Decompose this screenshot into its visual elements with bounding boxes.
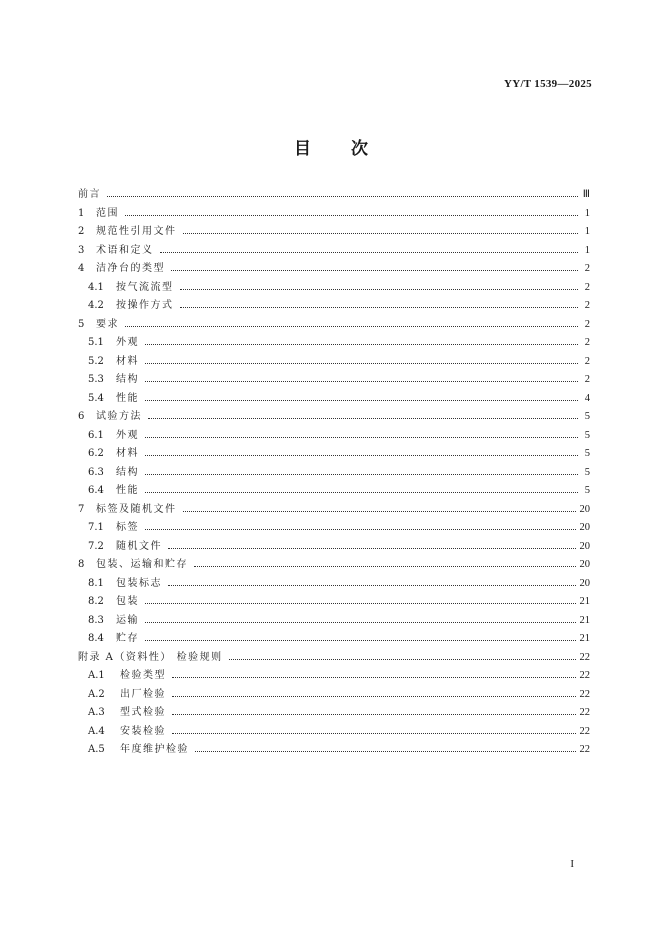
- standard-code: YY/T 1539—2025: [503, 78, 592, 90]
- toc-entry-title: 年度维护检验: [120, 744, 189, 755]
- toc-entry-title: 型式检验: [120, 707, 166, 718]
- toc-entry-title: 术语和定义: [96, 244, 154, 256]
- toc-entry-number: 7: [78, 503, 85, 515]
- toc-leader-dots: [180, 279, 579, 290]
- toc-entry-title: 包装标志: [116, 577, 162, 589]
- toc-entry-number: 8.2: [88, 596, 104, 607]
- toc-entry[interactable]: [78, 334, 590, 353]
- toc-entry-page: 22: [579, 744, 590, 755]
- toc-entry[interactable]: [78, 186, 590, 205]
- toc-leader-dots: [145, 445, 578, 456]
- toc-entry-number: 3: [78, 244, 85, 256]
- toc-entry-number: A.1: [88, 670, 105, 681]
- toc-entry-number: 8: [78, 559, 85, 570]
- toc-entry-page: 22: [579, 707, 590, 718]
- toc-entry-page: 20: [579, 559, 590, 570]
- toc-entry[interactable]: [78, 390, 590, 409]
- toc-entry[interactable]: [78, 205, 590, 224]
- toc-entry-number: 8.1: [88, 577, 104, 589]
- toc-entry-page: 21: [579, 596, 590, 607]
- toc-leader-dots: [125, 316, 578, 327]
- toc-leader-dots: [145, 427, 578, 438]
- toc-leader-dots: [160, 242, 579, 253]
- toc-entry[interactable]: [78, 445, 590, 464]
- toc-entry-title: 包装: [116, 596, 139, 607]
- toc-entry-number: A.4: [88, 725, 105, 737]
- toc-entry-title: 安装检验: [120, 725, 166, 737]
- toc-entry-number: A.5: [88, 744, 105, 755]
- toc-entry-number: A.2: [88, 688, 105, 700]
- toc-leader-dots: [183, 501, 576, 512]
- toc-entry-number: 5.1: [88, 337, 104, 348]
- toc-leader-dots: [145, 464, 578, 475]
- toc-entry-number: 6: [78, 411, 85, 422]
- toc-leader-dots: [145, 593, 576, 604]
- toc-leader-dots: [145, 630, 576, 641]
- toc-entry-page: 2: [584, 337, 590, 348]
- toc-leader-dots: [168, 575, 576, 586]
- toc-entry-title: 性能: [116, 392, 139, 404]
- toc-leader-dots: [168, 538, 576, 549]
- toc-leader-dots: [194, 556, 576, 567]
- toc-entry[interactable]: [78, 464, 590, 483]
- toc-leader-dots: [172, 704, 576, 715]
- toc-entry-title: 出厂检验: [120, 688, 166, 700]
- toc-entry-title: 随机文件: [116, 540, 162, 552]
- toc-entry[interactable]: [78, 353, 590, 372]
- toc-entry-page: 5: [584, 466, 590, 478]
- toc-entry-title: 范围: [96, 207, 119, 219]
- toc-entry-title: 洁净台的类型: [96, 263, 165, 274]
- toc-leader-dots: [107, 186, 578, 197]
- toc-entry[interactable]: [78, 482, 590, 501]
- toc-entry[interactable]: [78, 427, 590, 446]
- toc-entry-page: 20: [579, 540, 590, 552]
- toc-title-char-2: 次: [351, 139, 368, 159]
- toc-entry[interactable]: [78, 741, 590, 760]
- toc-entry-page: 2: [584, 300, 590, 311]
- toc-entry-title: 结构: [116, 374, 139, 385]
- page-number: I: [570, 858, 574, 870]
- toc-entry[interactable]: [78, 667, 590, 686]
- toc-entry-page: 1: [584, 226, 590, 237]
- toc-entry-page: 5: [584, 448, 590, 459]
- toc-entry-page: 22: [579, 651, 590, 663]
- toc-entry-title: 附录 A（资料性） 检验规则: [78, 651, 223, 663]
- toc-entry[interactable]: [78, 223, 590, 242]
- toc-entry-page: 1: [584, 207, 590, 219]
- toc-entry-number: 7.1: [88, 522, 104, 533]
- toc-entry-title: 按气流流型: [116, 281, 174, 293]
- toc-leader-dots: [145, 482, 578, 493]
- toc-entry-number: 2: [78, 226, 85, 237]
- toc-entry[interactable]: [78, 260, 590, 279]
- toc-entry-page: 2: [584, 263, 590, 274]
- toc-entry[interactable]: [78, 242, 590, 261]
- toc-entry-title: 检验类型: [120, 670, 166, 681]
- toc-entry-page: 5: [584, 429, 590, 441]
- toc-entry-title: 运输: [116, 614, 139, 626]
- toc-entry-number: 8.4: [88, 633, 104, 644]
- toc-entry-title: 结构: [116, 466, 139, 478]
- toc-entry-title: 材料: [116, 355, 139, 367]
- toc-entry-page: 21: [579, 614, 590, 626]
- toc-entry-title: 按操作方式: [116, 300, 174, 311]
- toc-leader-dots: [195, 741, 576, 752]
- toc-entry-page: 2: [584, 355, 590, 367]
- toc-entry-title: 试验方法: [96, 411, 142, 422]
- toc-entry-page: 22: [579, 670, 590, 681]
- toc-entry-number: 4: [78, 263, 85, 274]
- toc-entry[interactable]: [78, 575, 590, 594]
- toc-entry[interactable]: [78, 612, 590, 631]
- toc-entry[interactable]: [78, 279, 590, 298]
- toc-entry-page: 22: [579, 688, 590, 700]
- toc-title: [0, 134, 662, 159]
- toc-entry[interactable]: [78, 630, 590, 649]
- table-of-contents: [78, 186, 590, 760]
- toc-entry-page: 4: [584, 392, 590, 404]
- toc-leader-dots: [145, 612, 576, 623]
- toc-entry-number: 4.2: [88, 300, 104, 311]
- toc-entry-title: 标签及随机文件: [96, 503, 177, 515]
- toc-entry-page: 5: [584, 411, 590, 422]
- toc-entry[interactable]: [78, 297, 590, 316]
- toc-leader-dots: [145, 390, 578, 401]
- toc-entry-number: 6.1: [88, 429, 104, 441]
- toc-entry[interactable]: [78, 316, 590, 335]
- toc-entry-page: 2: [584, 281, 590, 293]
- toc-entry-title: 前言: [78, 189, 101, 200]
- toc-leader-dots: [183, 223, 579, 234]
- toc-entry-page: 21: [579, 633, 590, 644]
- toc-entry-number: 6.2: [88, 448, 104, 459]
- toc-entry[interactable]: [78, 556, 590, 575]
- toc-entry[interactable]: [78, 371, 590, 390]
- toc-entry[interactable]: [78, 408, 590, 427]
- toc-entry-title: 贮存: [116, 633, 139, 644]
- toc-leader-dots: [171, 260, 578, 271]
- toc-entry-page: 20: [579, 503, 590, 515]
- toc-entry-title: 外观: [116, 429, 139, 441]
- toc-entry-number: A.3: [88, 707, 105, 718]
- toc-entry-page: 2: [584, 318, 590, 330]
- toc-entry-number: 8.3: [88, 614, 104, 626]
- toc-entry-number: 5.4: [88, 392, 104, 404]
- toc-entry[interactable]: [78, 686, 590, 705]
- toc-leader-dots: [145, 334, 578, 345]
- toc-entry[interactable]: [78, 593, 590, 612]
- toc-entry-title: 包装、运输和贮存: [96, 559, 188, 570]
- toc-entry-title: 标签: [116, 522, 139, 533]
- toc-entry-number: 5: [78, 318, 85, 330]
- toc-leader-dots: [172, 667, 576, 678]
- toc-entry[interactable]: [78, 501, 590, 520]
- toc-entry[interactable]: [78, 723, 590, 742]
- toc-entry-number: 5.2: [88, 355, 104, 367]
- toc-entry-page: 22: [579, 725, 590, 737]
- toc-entry-page: 2: [584, 374, 590, 385]
- toc-entry-number: 6.4: [88, 485, 104, 496]
- toc-entry-page: 20: [579, 522, 590, 533]
- toc-entry-page: Ⅲ: [582, 189, 590, 200]
- toc-leader-dots: [145, 353, 578, 364]
- toc-entry-number: 1: [78, 207, 85, 219]
- toc-leader-dots: [172, 723, 576, 734]
- toc-leader-dots: [125, 205, 578, 216]
- toc-entry-title: 规范性引用文件: [96, 226, 177, 237]
- toc-entry-number: 7.2: [88, 540, 104, 552]
- toc-entry-title: 性能: [116, 485, 139, 496]
- toc-leader-dots: [145, 371, 578, 382]
- toc-entry-title: 要求: [96, 318, 119, 330]
- toc-leader-dots: [145, 519, 576, 530]
- toc-entry[interactable]: [78, 519, 590, 538]
- toc-entry-number: 4.1: [88, 281, 104, 293]
- toc-entry-title: 材料: [116, 448, 139, 459]
- toc-entry-title: 外观: [116, 337, 139, 348]
- toc-entry-page: 20: [579, 577, 590, 589]
- toc-title-char-1: 目: [294, 139, 311, 159]
- toc-entry-number: 6.3: [88, 466, 104, 478]
- toc-leader-dots: [148, 408, 578, 419]
- toc-leader-dots: [180, 297, 579, 308]
- toc-entry-number: 5.3: [88, 374, 104, 385]
- toc-entry-page: 1: [584, 244, 590, 256]
- toc-leader-dots: [172, 686, 576, 697]
- toc-leader-dots: [229, 649, 576, 660]
- toc-entry[interactable]: [78, 649, 590, 668]
- toc-entry[interactable]: [78, 704, 590, 723]
- toc-entry[interactable]: [78, 538, 590, 557]
- toc-entry-page: 5: [584, 485, 590, 496]
